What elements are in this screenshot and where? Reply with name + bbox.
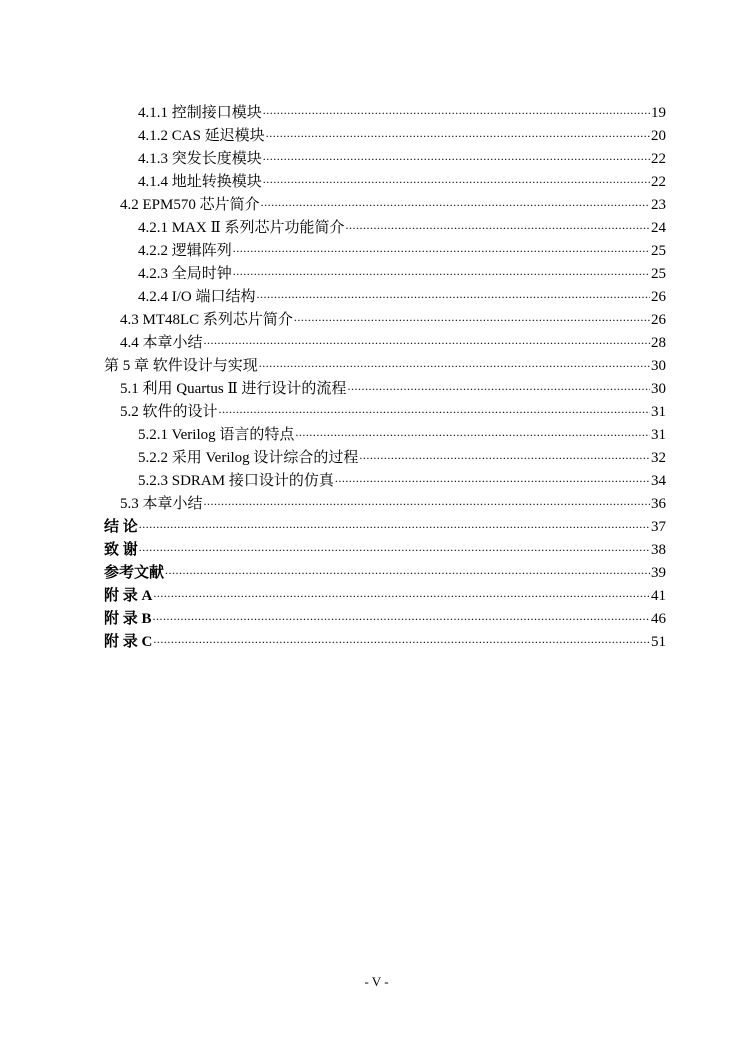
toc-entry-title: 5.3 本章小结 [120, 496, 203, 512]
toc-entry-title: 5.2.2 采用 Verilog 设计综合的过程 [138, 450, 359, 466]
dot-leader [257, 283, 651, 306]
dot-leader [139, 513, 650, 536]
toc-entry-title: 4.2.2 逻辑阵列 [138, 243, 232, 259]
toc-entry-title: 附 录 B [104, 611, 152, 627]
dot-leader [263, 145, 650, 168]
dot-leader [204, 490, 650, 513]
toc-entry-title: 致 谢 [104, 542, 138, 558]
toc-entry-title: 附 录 A [104, 588, 153, 604]
dot-leader [233, 260, 650, 283]
toc-entry-page: 36 [651, 496, 666, 512]
dot-leader [266, 122, 650, 145]
toc-entry-page: 19 [651, 105, 666, 121]
toc-entry-title: 5.1 利用 Quartus Ⅱ 进行设计的流程 [120, 381, 347, 397]
toc-entry-title: 4.2 EPM570 芯片简介 [120, 197, 260, 213]
dot-leader [259, 352, 650, 375]
toc-entry-title: 4.2.4 I/O 端口结构 [138, 289, 256, 305]
toc-entry-title: 参考文献 [104, 565, 165, 581]
dot-leader [294, 306, 650, 329]
dot-leader [263, 99, 650, 122]
dot-leader [153, 605, 650, 628]
toc-entry-page: 25 [651, 266, 666, 282]
dot-leader [359, 444, 650, 467]
toc-entry-page: 26 [651, 312, 666, 328]
dot-leader [295, 421, 650, 444]
dot-leader [261, 191, 650, 214]
toc-entry-page: 39 [651, 565, 666, 581]
toc-entry[interactable] [104, 631, 666, 654]
page-footer-number: - V - [364, 974, 389, 989]
toc-entry-title: 4.1.3 突发长度模块 [138, 151, 262, 167]
toc-entry-page: 38 [651, 542, 666, 558]
dot-leader [139, 536, 650, 559]
dot-leader [165, 559, 650, 582]
toc-entry-page: 46 [651, 611, 666, 627]
toc-entry-title: 4.1.2 CAS 延迟模块 [138, 128, 265, 144]
toc-entry-page: 30 [651, 381, 666, 397]
toc-entry-page: 41 [651, 588, 666, 604]
toc-entry-title: 4.3 MT48LC 系列芯片简介 [120, 312, 293, 328]
toc-entry-page: 22 [651, 174, 666, 190]
dot-leader [335, 467, 650, 490]
toc-entry-title: 4.4 本章小结 [120, 335, 203, 351]
toc-entry-title: 第 5 章 软件设计与实现 [104, 358, 258, 374]
toc-entry-page: 20 [651, 128, 666, 144]
toc-entry-page: 31 [651, 427, 666, 443]
toc-entry-page: 37 [651, 519, 666, 535]
toc-entry-title: 5.2.3 SDRAM 接口设计的仿真 [138, 473, 334, 489]
toc-entry-page: 22 [651, 151, 666, 167]
toc-entry-page: 25 [651, 243, 666, 259]
toc-entry-title: 5.2.1 Verilog 语言的特点 [138, 427, 295, 443]
dot-leader [153, 582, 650, 605]
toc-entry-title: 4.2.1 MAX Ⅱ 系列芯片功能简介 [138, 220, 345, 236]
toc-entry-page: 31 [651, 404, 666, 420]
toc-entry-title: 4.2.3 全局时钟 [138, 266, 232, 282]
toc-entry-page: 24 [651, 220, 666, 236]
toc-entry-page: 34 [651, 473, 666, 489]
dot-leader [347, 375, 650, 398]
toc-entry-page: 51 [651, 634, 666, 650]
toc-entry-page: 30 [651, 358, 666, 374]
toc-entry-title: 结 论 [104, 519, 138, 535]
toc-entry-title: 5.2 软件的设计 [120, 404, 218, 420]
dot-leader [233, 237, 650, 260]
dot-leader [219, 398, 650, 421]
table-of-contents [104, 102, 666, 654]
toc-entry-page: 26 [651, 289, 666, 305]
toc-entry-title: 4.1.1 控制接口模块 [138, 105, 262, 121]
dot-leader [345, 214, 650, 237]
toc-entry-page: 23 [651, 197, 666, 213]
dot-leader [153, 628, 650, 651]
toc-entry-page: 32 [651, 450, 666, 466]
toc-entry-title: 附 录 C [104, 634, 153, 650]
toc-entry-title: 4.1.4 地址转换模块 [138, 174, 262, 190]
dot-leader [204, 329, 650, 352]
toc-entry-page: 28 [651, 335, 666, 351]
dot-leader [263, 168, 650, 191]
